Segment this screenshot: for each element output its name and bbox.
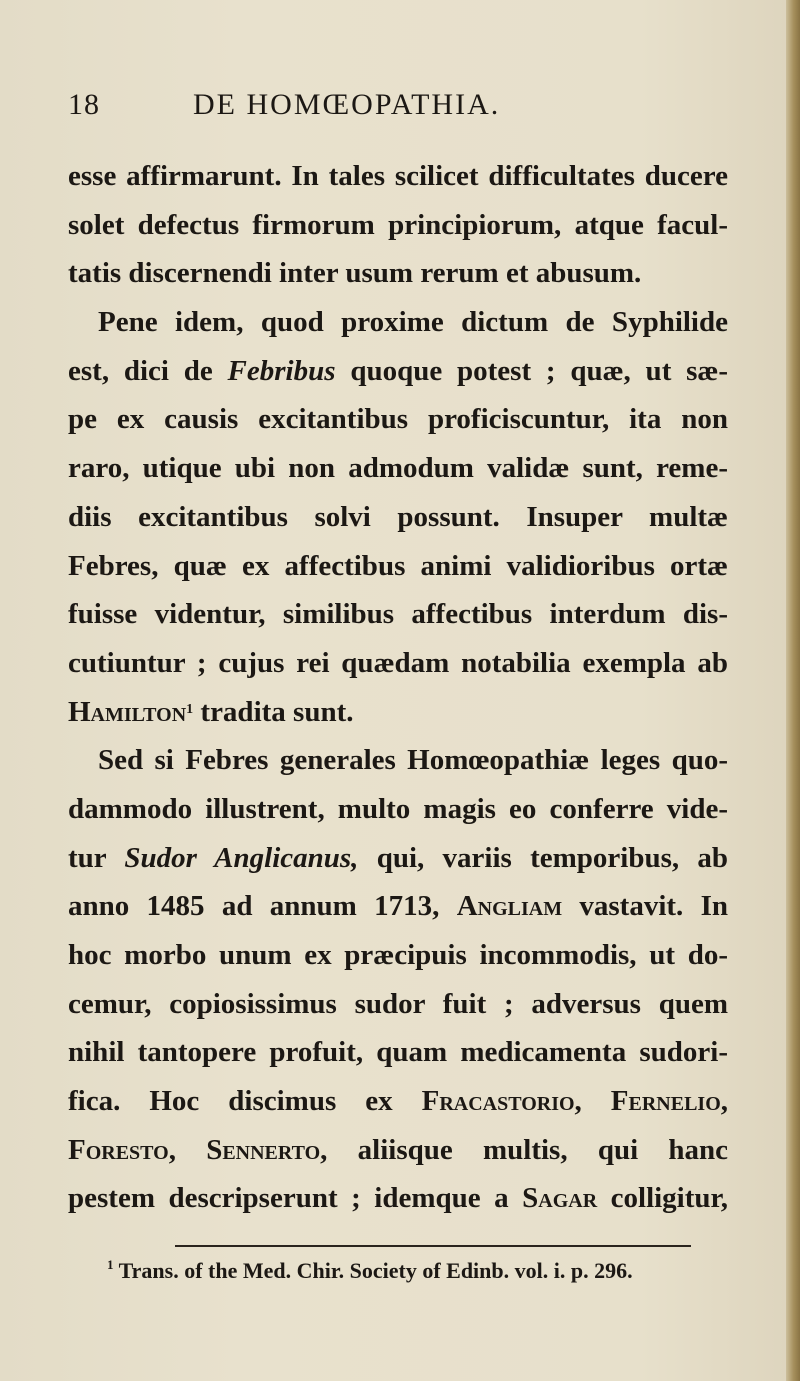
text-line: pe ex causis excitantibus proficiscuntur, ita non xyxy=(68,403,728,436)
page-edge xyxy=(786,0,800,1381)
body-text xyxy=(68,152,728,1223)
text-line: cemur, copiosissimus sudor fuit ; adversus quem xyxy=(68,987,728,1020)
text-line: Pene idem, quod proxime dictum de Syphilide xyxy=(98,306,728,339)
text-line: anno 1485 ad annum 1713, Angliam vastavit. In xyxy=(68,890,729,923)
text-line: Foresto, Sennerto, aliisque multis, qui hanc xyxy=(68,1133,729,1166)
text-line: pestem descripserunt ; idemque a Sagar colligitur, xyxy=(68,1182,728,1215)
text-line: hoc morbo unum ex præcipuis incommodis, ut do- xyxy=(68,939,728,971)
running-head: DE HOMŒOPATHIA. xyxy=(193,88,501,121)
text-line: fuisse videntur, similibus affectibus interdum dis- xyxy=(68,598,728,631)
text-line: cutiuntur ; cujus rei quædam notabilia exempla ab xyxy=(68,646,728,679)
italic-term: Febribus xyxy=(227,354,336,387)
text-line: solet defectus firmorum principiorum, atque facul- xyxy=(68,208,728,241)
place-name: Angliam xyxy=(456,890,563,923)
text-line: Sed si Febres generales Homœopathiæ leges quo- xyxy=(98,744,728,777)
page-number: 18 xyxy=(68,88,100,121)
footnote-number: 1 xyxy=(107,1257,114,1272)
text-line: tur Sudor Anglicanus, qui, variis temporibus, ab xyxy=(68,841,729,874)
author-name: Sagar xyxy=(522,1182,598,1215)
text-line: fica. Hoc discimus ex Fracastorio, Fernelio, xyxy=(68,1085,728,1118)
text-line: raro, utique ubi non admodum validæ sunt, reme- xyxy=(68,452,728,485)
text-line: dammodo illustrent, multo magis eo conferre vide- xyxy=(68,792,728,825)
text-line: Febres, quæ ex affectibus animi validioribus ortæ xyxy=(68,549,728,582)
text-line: esse affirmarunt. In tales scilicet difficultates ducere xyxy=(68,160,728,192)
text-line: Hamilton$^1$ tradita sunt. xyxy=(68,695,354,728)
italic-term: Sudor Anglicanus, xyxy=(124,841,359,874)
author-names: Fracastorio, Fernelio, xyxy=(421,1085,728,1118)
text-line: est, dici de Febribus quoque potest ; quæ, ut sæ- xyxy=(68,354,729,387)
text-line: tatis discernendi inter usum rerum et abusum. xyxy=(68,257,642,290)
text-line: nihil tantopere profuit, quam medicamenta sudori- xyxy=(68,1036,728,1069)
footnote-rule xyxy=(175,1245,691,1247)
page-header xyxy=(68,88,728,128)
footnote-text: Trans. of the Med. Chir. Society of Edinb. vol. i. p. 296. xyxy=(118,1258,633,1283)
footnote-marker: 1 xyxy=(186,701,194,717)
author-names: Foresto, Sennerto, xyxy=(68,1133,328,1166)
footnote xyxy=(107,1258,633,1284)
text-line: diis excitantibus solvi possunt. Insuper multæ xyxy=(68,500,728,533)
author-name: Hamilton xyxy=(68,695,187,728)
